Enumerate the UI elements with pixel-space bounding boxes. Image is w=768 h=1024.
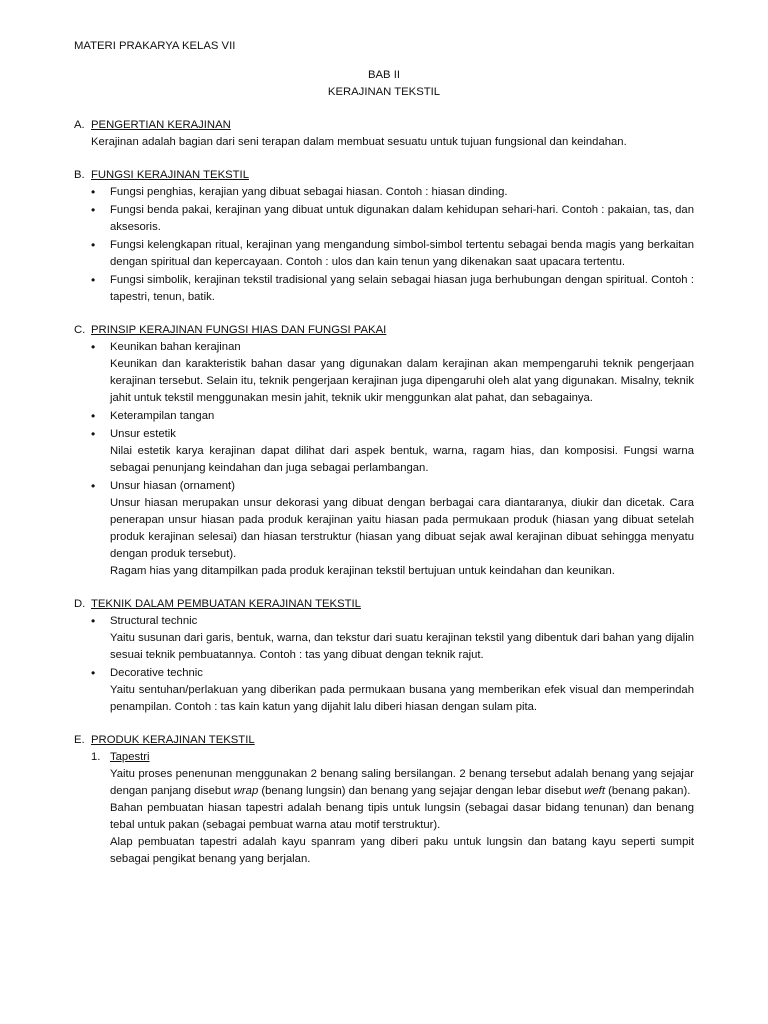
text-run: (benang lungsin) dan benang yang sejajar dengan lebar disebut xyxy=(258,785,585,797)
text-run: dan batang kayu seperti sumpit sebagai pengikat benang yang berjalan. xyxy=(110,836,695,865)
list-item xyxy=(91,339,694,407)
text-run: (sebagai pembuat warna atau motif terstruktur). xyxy=(199,819,441,831)
chapter-subject: KERAJINAN TEKSTIL xyxy=(327,86,441,98)
prinsip-list xyxy=(74,339,694,580)
section-letter: A. xyxy=(74,119,85,131)
item-head: • Structural technic xyxy=(110,615,198,627)
section-title: PRINSIP KERAJINAN FUNGSI HIAS DAN FUNGSI PAKAI xyxy=(91,324,387,336)
section-title: TEKNIK DALAM PEMBUATAN KERAJINAN TEKSTIL xyxy=(91,598,361,610)
section-c-heading xyxy=(74,322,694,339)
term-weft: weft xyxy=(584,785,605,797)
item-term: Fungsi benda pakai, xyxy=(110,204,212,216)
item-head: • Unsur estetik xyxy=(110,428,176,440)
list-item xyxy=(91,202,694,236)
item-text: kerajinan tekstil tradisional yang selain sebagai hiasan juga berhubungan dengan spiritual. Contoh : tapestri, tenun, batik. xyxy=(110,274,694,303)
section-letter: C. xyxy=(74,324,86,336)
item-text: kerajinan yang mengandung simbol-simbol tertentu sebagai benda magis yang berkaitan dengan spiritual dan kepercayaan. Contoh : ulos dan kain tenun yang dikenakan saat upacara tertentu. xyxy=(110,239,694,268)
item-head: • Keterampilan tangan xyxy=(110,410,215,422)
term-wrap: wrap xyxy=(233,785,259,797)
section-title: PENGERTIAN KERAJINAN xyxy=(91,119,231,131)
text-run: dan benang tebal untuk pakan xyxy=(110,802,695,831)
section-a xyxy=(74,117,694,151)
section-letter: E. xyxy=(74,734,85,746)
list-item xyxy=(91,237,694,271)
section-a-text: Kerajinan adalah bagian dari seni terapan dalam membuat sesuatu untuk tujuan fungsional dan keindahan. xyxy=(91,136,627,148)
item-head: • Unsur hiasan (ornament) xyxy=(110,480,235,492)
list-item xyxy=(91,408,694,425)
chapter-number: BAB II xyxy=(367,69,401,81)
tapestri-paragraph-3 xyxy=(110,834,694,868)
subsection-title: Tapestri xyxy=(110,751,150,763)
item-text: Yaitu sentuhan/perlakuan yang diberikan pada permukaan busana yang memberikan efek visual dan memperindah penampilan. Contoh : tas kain katun yang dijahit lalu diberi hiasan dengan sulam pita. xyxy=(110,684,694,713)
tapestri-paragraph-2 xyxy=(110,800,694,834)
item-head: • Keunikan bahan kerajinan xyxy=(110,341,241,353)
subsection-body xyxy=(110,766,694,868)
text-run: (benang pakan). xyxy=(604,785,691,797)
teknik-list xyxy=(74,613,694,716)
item-text: Unsur hiasan merupakan unsur dekorasi yang dibuat dengan berbagai cara diantaranya, diukir dan dicetak. Cara penerapan unsur hiasan pada produk kerajinan yaitu hiasan pada permukaan produk (hiasan yang dibuat setelah produk kerajinan selesai) dan hiasan terstruktur (hiasan yang dibuat sejak awal kerajinan dibuat sehingga menyatu dengan produk tersebut). xyxy=(110,497,694,560)
text-run: yang diberi paku untuk lungsin xyxy=(355,836,528,848)
chapter-title-block xyxy=(74,67,694,101)
item-text: Keunikan dan karakteristik bahan dasar yang digunakan dalam kerajinan akan mempengaruhi teknik pengerjaan kerajinan tersebut. Selain itu, teknik pengerjaan kerajinan juga dipengaruhi oleh alat yang digunakan. Misalny, teknik jahit untuk tekstil menggunakan mesin jahit, teknik ukir menggunkan alat pahat, dan sebagainya. xyxy=(110,358,694,404)
item-text: Yaitu susunan dari garis, bentuk, warna, dan tekstur dari suatu kerajinan tekstil yang dibentuk dari bahan yang dijalin sesuai teknik pembuatannya. Contoh : tas yang dibuat dengan teknik rajut. xyxy=(110,632,694,661)
section-b xyxy=(74,167,694,306)
tapestri-paragraph-1 xyxy=(110,766,694,800)
section-e-heading xyxy=(74,732,694,749)
list-item xyxy=(91,613,694,664)
subsection-number: 1. xyxy=(91,751,101,763)
item-term: Fungsi simbolik, xyxy=(110,274,192,286)
section-d xyxy=(74,596,694,716)
section-title: FUNGSI KERAJINAN TEKSTIL xyxy=(91,169,249,181)
item-term: Fungsi kelengkapan ritual, xyxy=(110,239,243,251)
item-text: kerajian yang dibuat sebagai hiasan. Contoh : hiasan dinding. xyxy=(196,186,508,198)
section-b-heading xyxy=(74,167,694,184)
list-item xyxy=(91,478,694,580)
item-head: • Decorative technic xyxy=(110,667,203,679)
subsection-heading xyxy=(91,749,694,766)
section-c xyxy=(74,322,694,580)
text-run: Alap pembuatan tapestri adalah kayu spanram xyxy=(110,836,356,848)
section-letter: B. xyxy=(74,169,85,181)
text-run: Bahan pembuatan hiasan tapestri adalah benang tipis untuk lungsin xyxy=(110,802,461,814)
list-item xyxy=(91,184,694,201)
item-term: Fungsi penghias, xyxy=(110,186,197,198)
section-e xyxy=(74,732,694,868)
fungsi-list xyxy=(74,184,694,306)
item-text: Nilai estetik karya kerajinan dapat dilihat dari aspek bentuk, warna, ragam hias, dan komposisi. Fungsi warna sebagai penunjang keindahan dan juga sebagai perlambangan. xyxy=(110,445,694,474)
section-title: PRODUK KERAJINAN TEKSTIL xyxy=(91,734,255,746)
text-run: (sebagai dasar bidang tenunan) xyxy=(460,802,633,814)
item-text: kerajinan yang dibuat untuk digunakan dalam kehidupan sehari-hari. Contoh : pakaian, tas, dan aksesoris. xyxy=(110,204,694,233)
list-item xyxy=(91,426,694,477)
text-run: Yaitu proses penenunan menggunakan 2 benang saling bersilangan. 2 benang tersebut adalah benang yang sejajar dengan panjang disebut xyxy=(110,768,694,797)
list-item xyxy=(91,665,694,716)
document-header: MATERI PRAKARYA KELAS VII xyxy=(74,40,236,52)
section-letter: D. xyxy=(74,598,86,610)
section-a-heading xyxy=(74,117,694,134)
section-d-heading xyxy=(74,596,694,613)
list-item xyxy=(91,272,694,306)
item-text-extra: Ragam hias yang ditampilkan pada produk kerajinan tekstil bertujuan untuk keindahan dan keunikan. xyxy=(110,565,615,577)
